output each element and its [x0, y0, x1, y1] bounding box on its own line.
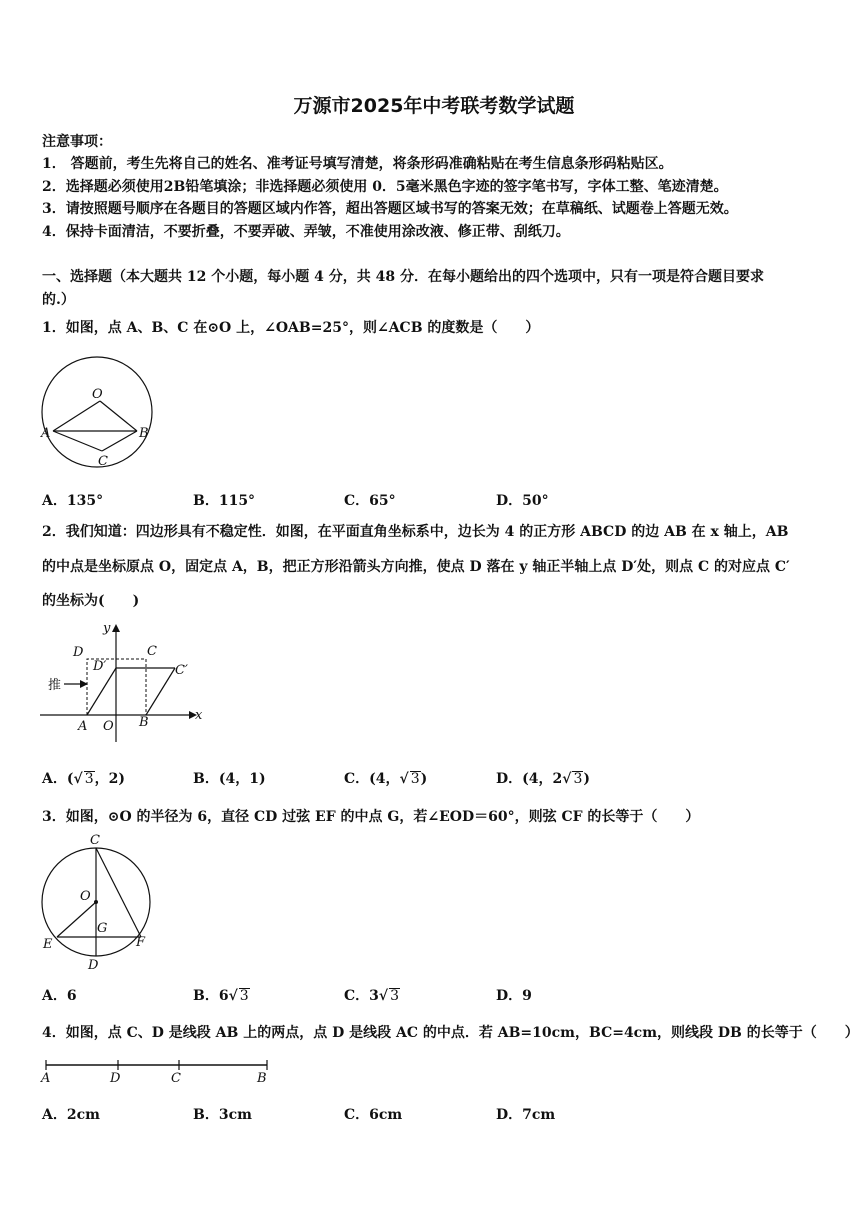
q2-option-c-prefix: C．(4，	[344, 771, 400, 787]
section-heading-line1: 一、选择题（本大题共 12 个小题，每小题 4 分，共 48 分．在每小题给出的四个选项中，只有一项是符合题目要求	[42, 269, 764, 285]
q2-option-d-radicand: 3	[573, 771, 583, 787]
q4-figure	[40, 1056, 275, 1086]
q1-label-a: A	[41, 426, 51, 441]
q2-side-ad2	[87, 668, 116, 715]
q2-option-b[interactable]: B．(4，1)	[193, 771, 266, 787]
q3-label-g: G	[97, 921, 108, 936]
q2-y-arrow	[112, 624, 120, 632]
q2-label-d-prime: D′	[93, 659, 107, 674]
q1-stem: 1．如图，点 A、B、C 在⊙O 上，∠OAB=25°，则∠ACB 的度数是（ ）	[42, 320, 540, 336]
q2-option-c-radicand: 3	[410, 771, 420, 787]
q3-radius-oe	[57, 902, 96, 937]
q2-stem-line1: 2．我们知道：四边形具有不稳定性．如图，在平面直角坐标系中，边长为 4 的正方形 ABCD 的边 AB 在 x 轴上，AB	[42, 524, 789, 540]
q3-option-a[interactable]: A．6	[42, 988, 77, 1004]
q1-chord-bc	[102, 431, 137, 451]
q3-option-b[interactable]: B．6√ 3	[193, 988, 249, 1004]
q2-option-d[interactable]: D．(4，2√ 3)	[496, 771, 590, 787]
q1-label-b: B	[139, 426, 149, 441]
notice-item-4: 4．保持卡面清洁，不要折叠，不要弄破、弄皱，不准使用涂改液、修正带、刮纸刀。	[42, 224, 570, 240]
notice-item-1: 1． 答题前，考生先将自己的姓名、准考证号填写清楚，将条形码准确粘贴在考生信息条形码粘贴区。	[42, 156, 673, 172]
q3-figure	[40, 830, 156, 973]
page-title: 万源市2025年中考联考数学试题	[293, 95, 575, 117]
q2-label-push: 推	[48, 678, 62, 693]
q2-option-a-radicand: 3	[84, 771, 94, 787]
q3-option-c-radicand: 3	[390, 988, 400, 1004]
q2-label-d: D	[73, 645, 84, 660]
q4-label-d: D	[110, 1071, 121, 1086]
q4-option-c[interactable]: C．6cm	[344, 1107, 403, 1123]
q2-option-d-suffix: )	[583, 771, 590, 787]
q4-label-a: A	[41, 1071, 51, 1086]
q2-side-c2b	[146, 668, 175, 715]
q1-figure	[40, 355, 156, 471]
q2-option-a[interactable]: A．(√ 3，2)	[42, 771, 125, 787]
section-heading-line2: 的.）	[42, 292, 75, 308]
q1-label-c: C	[98, 454, 108, 469]
q3-center-dot	[94, 900, 98, 904]
q4-option-d[interactable]: D．7cm	[496, 1107, 556, 1123]
q2-label-c-prime: C′	[175, 663, 188, 678]
q2-label-a: A	[78, 719, 88, 734]
q4-stem: 4．如图，点 C、D 是线段 AB 上的两点，点 D 是线段 AC 的中点．若 AB=10cm，BC=4cm，则线段 DB 的长等于（ ）	[42, 1025, 859, 1041]
q3-option-b-radicand: 3	[239, 988, 249, 1004]
q2-label-b: B	[139, 715, 149, 730]
q4-label-b: B	[257, 1071, 267, 1086]
q3-label-o: O	[80, 889, 91, 904]
q2-option-c-suffix: )	[420, 771, 428, 787]
q3-option-c[interactable]: C．3√ 3	[344, 988, 400, 1004]
q2-label-c: C	[147, 644, 157, 659]
q2-option-c[interactable]: C．(4，√ 3)	[344, 771, 428, 787]
q3-label-f: F	[136, 935, 146, 950]
q3-option-d[interactable]: D．9	[496, 988, 532, 1004]
q2-option-d-prefix: D．(4，2	[496, 771, 563, 787]
q2-label-x: x	[195, 708, 203, 723]
q3-option-b-prefix: B．6	[193, 988, 229, 1004]
q3-label-d: D	[88, 958, 99, 973]
q2-figure	[40, 618, 210, 746]
q3-option-c-prefix: C．3	[344, 988, 379, 1004]
q1-option-c[interactable]: C．65°	[344, 493, 396, 509]
q2-option-a-suffix: ，2)	[94, 771, 125, 787]
q1-circle	[42, 357, 152, 467]
q3-label-e: E	[43, 937, 53, 952]
q2-label-o: O	[103, 719, 114, 734]
q4-option-a[interactable]: A．2cm	[42, 1107, 100, 1123]
q2-option-a-prefix: A．(	[42, 771, 74, 787]
q1-option-a[interactable]: A．135°	[42, 493, 104, 509]
notice-item-3: 3．请按照题号顺序在各题目的答题区域内作答，超出答题区域书写的答案无效；在草稿纸、试题卷上答题无效。	[42, 201, 738, 217]
q2-stem-line2: 的中点是坐标原点 O，固定点 A，B，把正方形沿箭头方向推，使点 D 落在 y 轴正半轴上点 D′处，则点 C 的对应点 C′	[42, 559, 790, 575]
q1-chord-ac	[53, 431, 102, 451]
q2-push-arrowhead	[80, 680, 88, 688]
q2-label-y: y	[103, 621, 111, 636]
q4-option-b[interactable]: B．3cm	[193, 1107, 252, 1123]
q1-option-b[interactable]: B．115°	[193, 493, 256, 509]
q3-stem: 3．如图，⊙O 的半径为 6，直径 CD 过弦 EF 的中点 G，若∠EOD＝60°，则弦 CF 的长等于（ ）	[42, 809, 700, 825]
q3-label-c: C	[90, 833, 100, 848]
q4-label-c: C	[171, 1071, 181, 1086]
q2-stem-line3: 的坐标为( )	[42, 593, 140, 609]
q1-label-o: O	[92, 387, 103, 402]
notice-heading: 注意事项：	[42, 134, 112, 150]
q1-radius-oa	[53, 401, 100, 431]
q1-option-d[interactable]: D．50°	[496, 493, 549, 509]
notice-item-2: 2．选择题必须使用2B铅笔填涂；非选择题必须使用 0．5毫米黑色字迹的签字笔书写，字体工整、笔迹清楚。	[42, 179, 728, 195]
q1-radius-ob	[100, 401, 137, 431]
